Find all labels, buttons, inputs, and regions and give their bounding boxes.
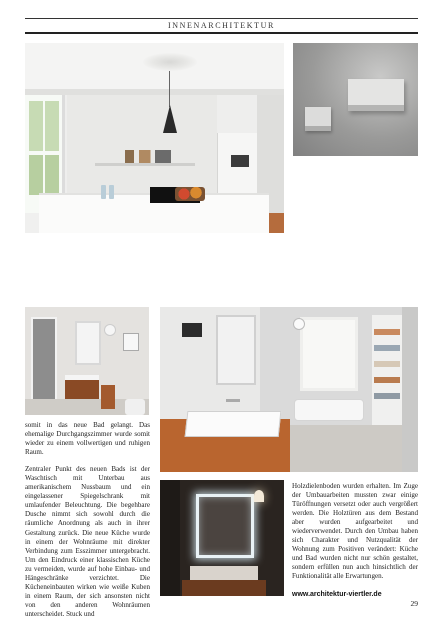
pendant-lamp xyxy=(294,319,304,329)
towel xyxy=(125,399,145,415)
article-paragraph: somit in das neue Bad gelangt. Das ehemalige Durchgangszimmer wurde somit wieder zu einem vollwertigen und ruhigen Raum. xyxy=(25,421,150,457)
glass xyxy=(101,185,106,199)
bathtub xyxy=(294,399,364,421)
wall-light-large xyxy=(348,79,404,111)
vanity-cabinet xyxy=(182,580,266,596)
right-wall xyxy=(402,307,418,472)
website-link[interactable]: www.architektur-viertler.de xyxy=(292,590,382,598)
section-title: INNENARCHITEKTUR xyxy=(168,21,275,30)
article-column-left xyxy=(25,421,150,620)
pendant-cord xyxy=(169,71,170,107)
wall-sign xyxy=(182,323,202,337)
illuminated-mirror-photo xyxy=(160,480,284,596)
wall-light-small xyxy=(305,107,331,131)
header-rule-bottom xyxy=(25,32,418,34)
shelf-items xyxy=(125,150,171,163)
illuminated-mirror xyxy=(196,494,254,558)
wall-lights-photo xyxy=(293,43,418,156)
bathroom-doorway-photo xyxy=(25,307,149,415)
article-paragraph: Zentraler Punkt des neuen Bads ist der Waschtisch mit Unterbau aus amerikanischem Nussbaum und ein eingelassener Spiegelschrank mit umlaufender Beleuchtung. Die begehbare Dusche nimmt sich sowohl durch die räumliche Anordnung als auch in ihrer Gestaltung zurück. Die neue Küche wurde in einem der Wohnräume mit direkter Verbindung zum Esszimmer untergebracht. Um den Eindruck einer klassischen Küche zu vermeiden, wurde auf hohe Einbau- und Hängeschränke verzichtet. Die Kücheneinbauten wirken wie weiße Kuben in einem Raum, der sich ansonsten nicht von den anderen Wohnräumen unterscheidet. Stuck und xyxy=(25,465,150,618)
window xyxy=(300,317,358,391)
pendant-lamp-icon xyxy=(163,105,177,133)
article-paragraph: Holzdielenboden wurden erhalten. Im Zuge der Umbauarbeiten mussten zwar einige Türöffnungen versetzt oder auch vergrößert werden. Die Holztüren aus dem Bestand aber wurden aufgearbeitet und wiederverwendet. Durch den Umbau haben sich Charakter und Nutzqualität der Wohnung zum Positiven verändert: Küche und Bad wurden nicht nur schön gestaltet, sondern erfüllen nun auch hinsichtlich der Funktionalität alle Erwartungen. xyxy=(292,482,418,581)
floor xyxy=(290,425,402,472)
wall-lamp xyxy=(105,325,115,335)
picture-frame xyxy=(123,333,139,351)
page-number: 29 xyxy=(410,599,418,608)
washbasin xyxy=(185,411,282,437)
mirror xyxy=(75,321,101,365)
stool xyxy=(101,385,115,409)
vanity xyxy=(65,375,99,399)
fruit-bowl xyxy=(175,187,205,201)
kitchen-shelf xyxy=(95,163,195,166)
glass xyxy=(109,185,114,199)
mirror xyxy=(216,315,256,385)
kitchen-photo xyxy=(25,43,284,233)
faucet xyxy=(226,399,240,402)
article-column-right xyxy=(292,482,418,607)
oven xyxy=(231,155,249,167)
lamp xyxy=(254,490,264,502)
ceiling-rosette xyxy=(143,53,197,71)
header-rule-top xyxy=(25,18,418,19)
bathroom-photo xyxy=(160,307,418,472)
